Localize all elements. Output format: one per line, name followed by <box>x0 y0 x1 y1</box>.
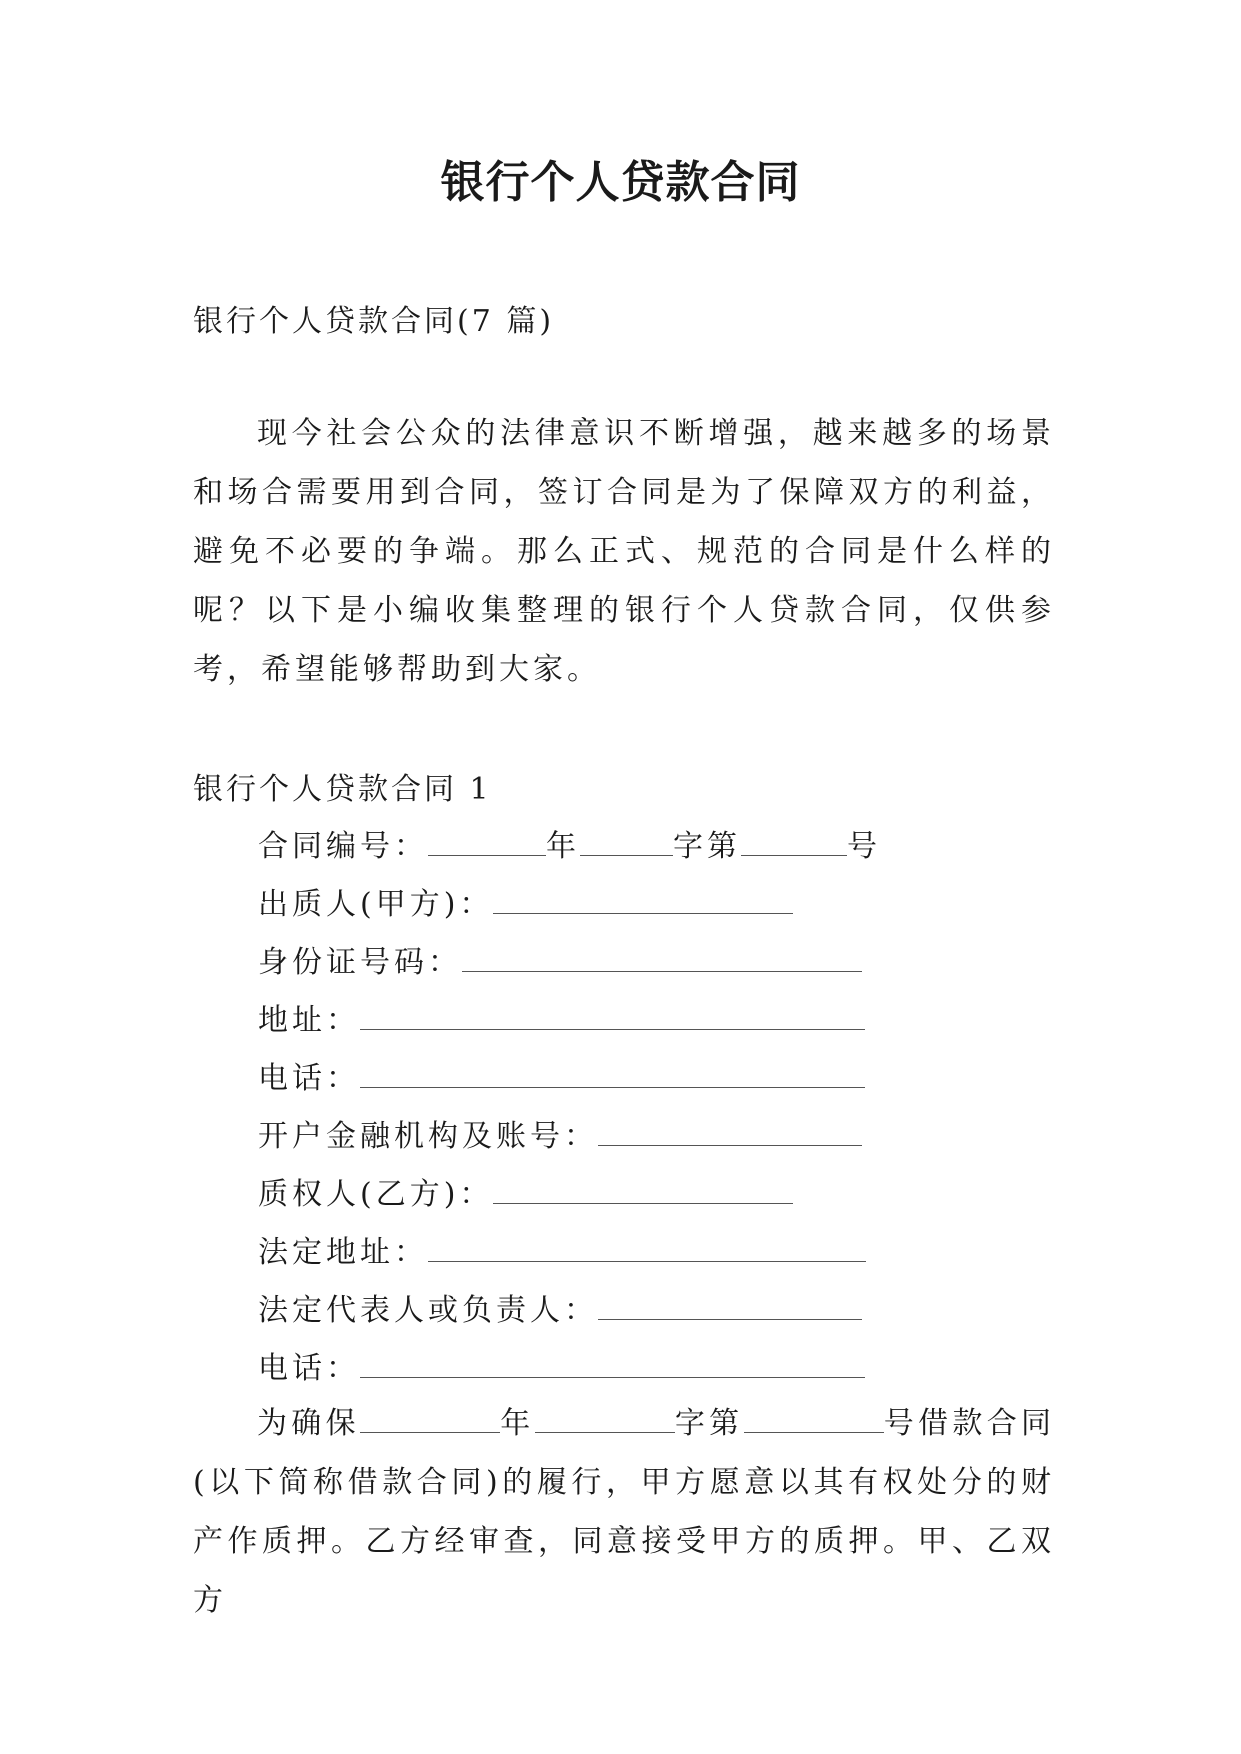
contract-fields <box>258 818 1058 1398</box>
closing-part2: 号借款合同(以下简称借款合同)的履行，甲方愿意以其有权处分的财产作质押。乙方经审查，同意接受甲方的质押。甲、乙双方 <box>193 1406 1056 1618</box>
field-blank <box>598 1125 862 1146</box>
field-label: 质权人(乙方)： <box>258 1177 494 1212</box>
closing-blank-2 <box>535 1412 675 1433</box>
field-label: 地址： <box>258 1003 360 1038</box>
field-phone-a <box>258 1050 1058 1108</box>
closing-paragraph <box>193 1394 1055 1630</box>
contract-number-hao: 号 <box>847 829 881 864</box>
field-label: 出质人(甲方)： <box>258 887 494 922</box>
field-blank <box>360 1357 865 1378</box>
field-label: 开户金融机构及账号： <box>258 1119 598 1154</box>
contract-number-blank-3 <box>741 835 847 856</box>
field-label: 电话： <box>258 1351 360 1386</box>
closing-zidi: 字第 <box>674 1406 744 1441</box>
closing-blank-3 <box>744 1412 884 1433</box>
closing-year: 年 <box>499 1406 535 1441</box>
field-label: 法定地址： <box>258 1235 428 1270</box>
field-blank <box>493 893 793 914</box>
field-address <box>258 992 1058 1050</box>
field-blank <box>428 1241 866 1262</box>
field-pledgor <box>258 876 1058 934</box>
contract-number-line <box>258 818 1058 876</box>
field-id-number <box>258 934 1058 992</box>
field-blank <box>462 951 862 972</box>
field-blank <box>360 1009 865 1030</box>
document-subtitle: 银行个人贷款合同(7 篇) <box>193 304 555 339</box>
closing-part1: 为确保 <box>257 1406 360 1441</box>
field-blank <box>360 1067 865 1088</box>
intro-paragraph: 现今社会公众的法律意识不断增强，越来越多的场景和场合需要用到合同，签订合同是为了保障双方的利益，避免不必要的争端。那么正式、规范的合同是什么样的呢？以下是小编收集整理的银行个人贷款合同，仅供参考，希望能够帮助到大家。 <box>193 416 1055 687</box>
field-label: 电话： <box>258 1061 360 1096</box>
field-legal-representative <box>258 1282 1058 1340</box>
field-pledgee <box>258 1166 1058 1224</box>
field-phone-b <box>258 1340 1058 1398</box>
field-label: 身份证号码： <box>258 945 462 980</box>
contract-number-blank-2 <box>580 835 673 856</box>
contract-number-blank-1 <box>428 835 546 856</box>
closing-blank-1 <box>360 1412 500 1433</box>
field-label: 法定代表人或负责人： <box>258 1293 598 1328</box>
field-legal-address <box>258 1224 1058 1282</box>
contract-heading: 银行个人贷款合同 1 <box>193 772 492 807</box>
field-blank <box>598 1299 862 1320</box>
contract-number-label: 合同编号： <box>258 829 428 864</box>
field-bank-account <box>258 1108 1058 1166</box>
field-blank <box>493 1183 793 1204</box>
contract-number-year: 年 <box>546 829 580 864</box>
document-title: 银行个人贷款合同 <box>440 157 801 208</box>
contract-number-zidi: 字第 <box>673 829 741 864</box>
